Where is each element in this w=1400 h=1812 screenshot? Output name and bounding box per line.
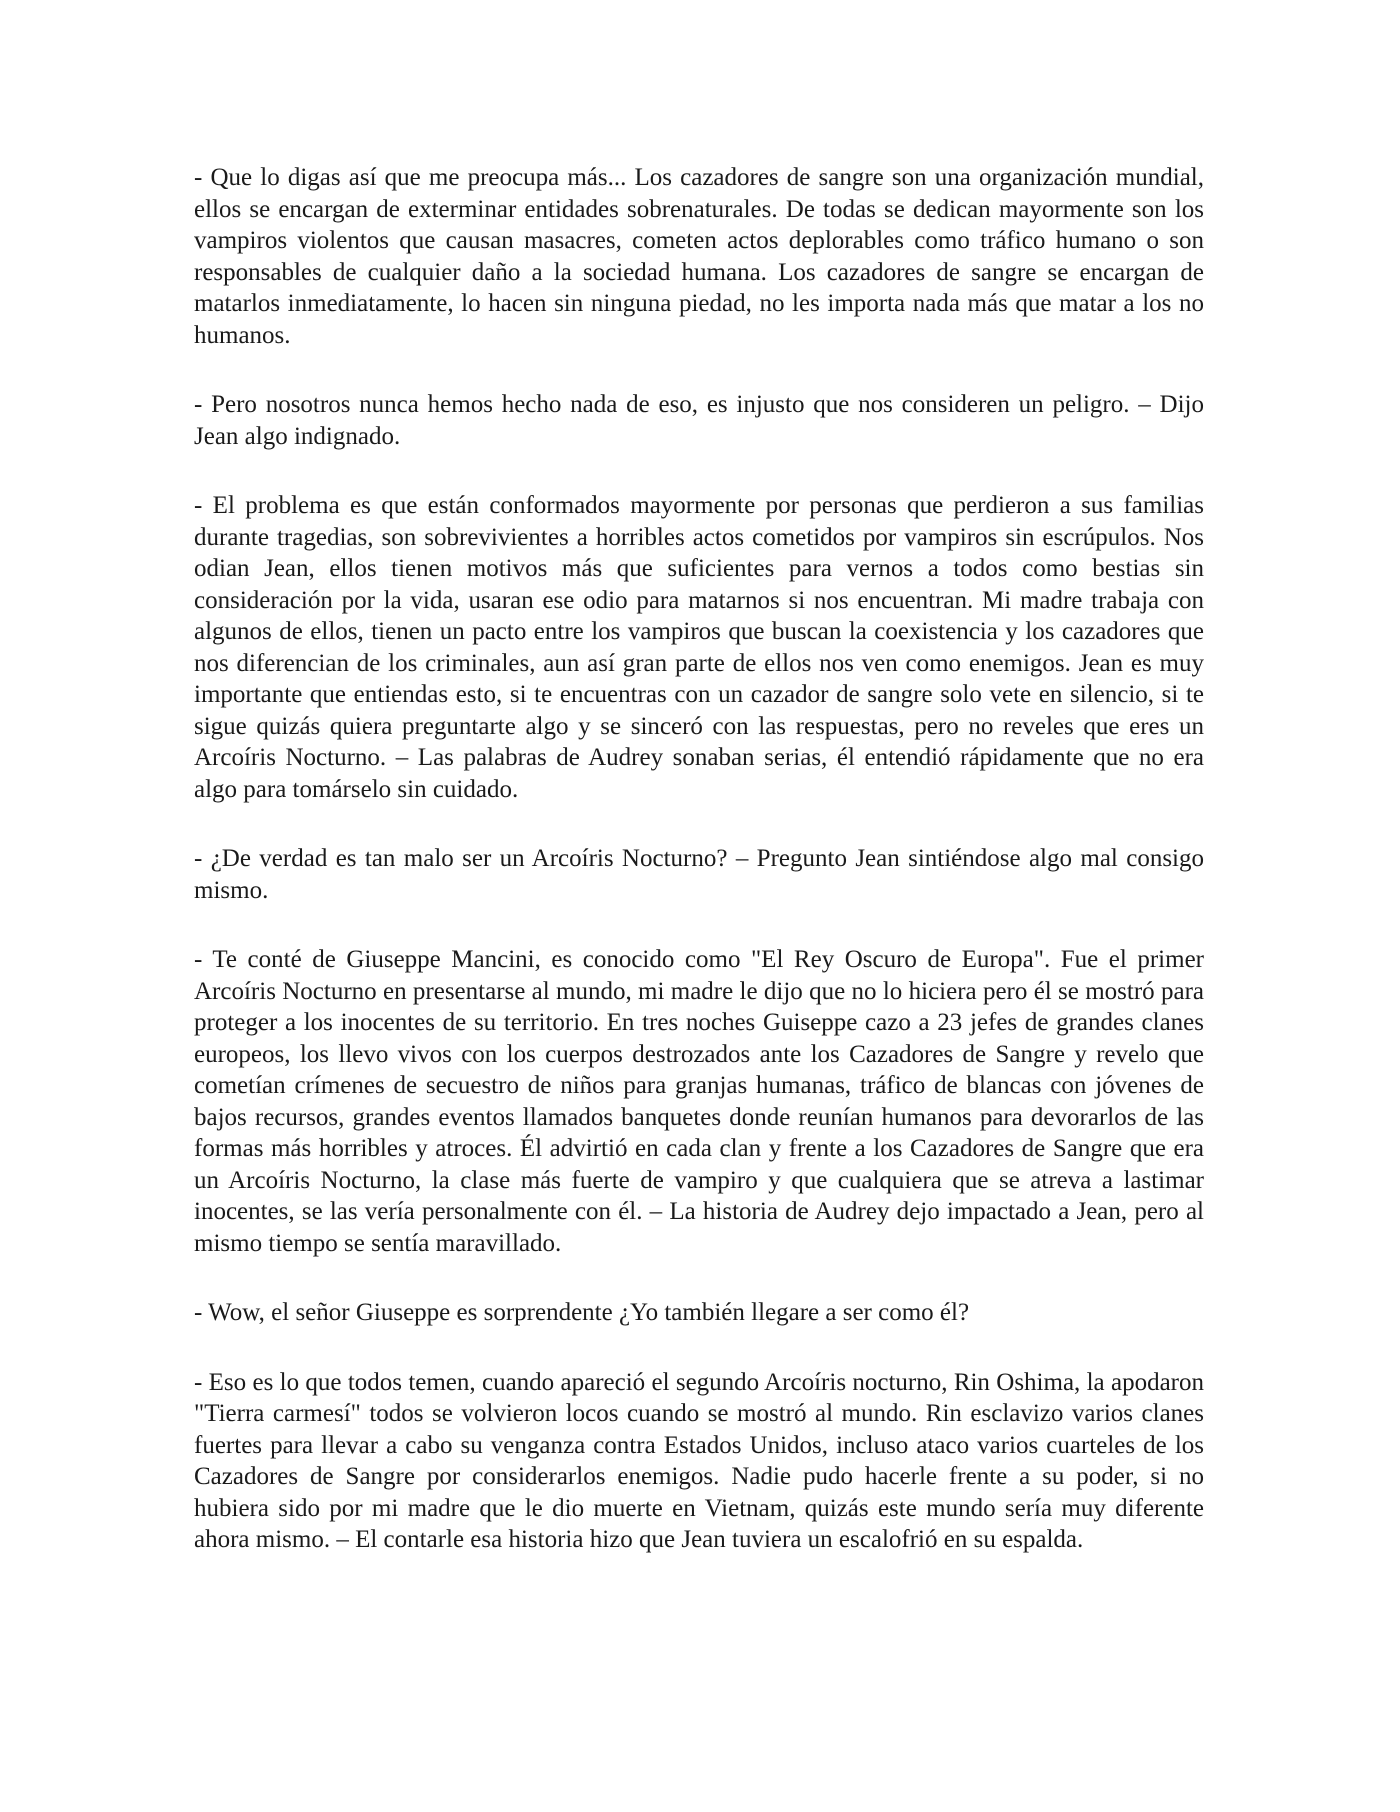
- document-page: [194, 162, 1204, 1594]
- paragraph: - Que lo digas así que me preocupa más... Los cazadores de sangre son una organización mundial, ellos se encargan de exterminar entidades sobrenaturales. De todas se dedican mayormente son los vampiros violentos que causan masacres, cometen actos deplorables como tráfico humano o son responsables de cualquier daño a la sociedad humana. Los cazadores de sangre se encargan de matarlos inmediatamente, lo hacen sin ninguna piedad, no les importa nada más que matar a los no humanos.: [194, 164, 1204, 349]
- paragraph: - Te conté de Giuseppe Mancini, es conocido como "El Rey Oscuro de Europa". Fue el primer Arcoíris Nocturno en presentarse al mundo, mi madre le dijo que no lo hiciera pero él se mostró para proteger a los inocentes de su territorio. En tres noches Guiseppe cazo a 23 jefes de grandes clanes europeos, los llevo vivos con los cuerpos destrozados ante los Cazadores de Sangre y revelo que cometían crímenes de secuestro de niños para granjas humanas, tráfico de blancas con jóvenes de bajos recursos, grandes eventos llamados banquetes donde reunían humanos para devorarlos de las formas más horribles y atroces. Él advirtió en cada clan y frente a los Cazadores de Sangre que era un Arcoíris Nocturno, la clase más fuerte de vampiro y que cualquiera que se atreva a lastimar inocentes, se las vería personalmente con él. – La historia de Audrey dejo impactado a Jean, pero al mismo tiempo se sentía maravillado.: [194, 946, 1204, 1257]
- paragraph: - Pero nosotros nunca hemos hecho nada de eso, es injusto que nos consideren un peligro. – Dijo Jean algo indignado.: [194, 391, 1204, 450]
- paragraph: - El problema es que están conformados mayormente por personas que perdieron a sus familias durante tragedias, son sobrevivientes a horribles actos cometidos por vampiros sin escrúpulos. Nos odian Jean, ellos tienen motivos más que suficientes para vernos a todos como bestias sin consideración por la vida, usaran ese odio para matarnos si nos encuentran. Mi madre trabaja con algunos de ellos, tienen un pacto entre los vampiros que buscan la coexistencia y los cazadores que nos diferencian de los criminales, aun así gran parte de ellos nos ven como enemigos. Jean es muy importante que entiendas esto, si te encuentras con un cazador de sangre solo vete en silencio, si te sigue quizás quiera preguntarte algo y se sinceró con las respuestas, pero no reveles que eres un Arcoíris Nocturno. – Las palabras de Audrey sonaban serias, él entendió rápidamente que no era algo para tomárselo sin cuidado.: [194, 492, 1204, 803]
- paragraph: - Eso es lo que todos temen, cuando apareció el segundo Arcoíris nocturno, Rin Oshima, la apodaron "Tierra carmesí" todos se volvieron locos cuando se mostró al mundo. Rin esclavizo varios clanes fuertes para llevar a cabo su venganza contra Estados Unidos, incluso ataco varios cuarteles de los Cazadores de Sangre por considerarlos enemigos. Nadie pudo hacerle frente a su poder, si no hubiera sido por mi madre que le dio muerte en Vietnam, quizás este mundo sería muy diferente ahora mismo. – El contarle esa historia hizo que Jean tuviera un escalofrió en su espalda.: [194, 1368, 1204, 1553]
- paragraph: - Wow, el señor Giuseppe es sorprendente ¿Yo también llegare a ser como él?: [194, 1299, 970, 1326]
- paragraph: - ¿De verdad es tan malo ser un Arcoíris Nocturno? – Pregunto Jean sintiéndose algo mal consigo mismo.: [194, 845, 1204, 904]
